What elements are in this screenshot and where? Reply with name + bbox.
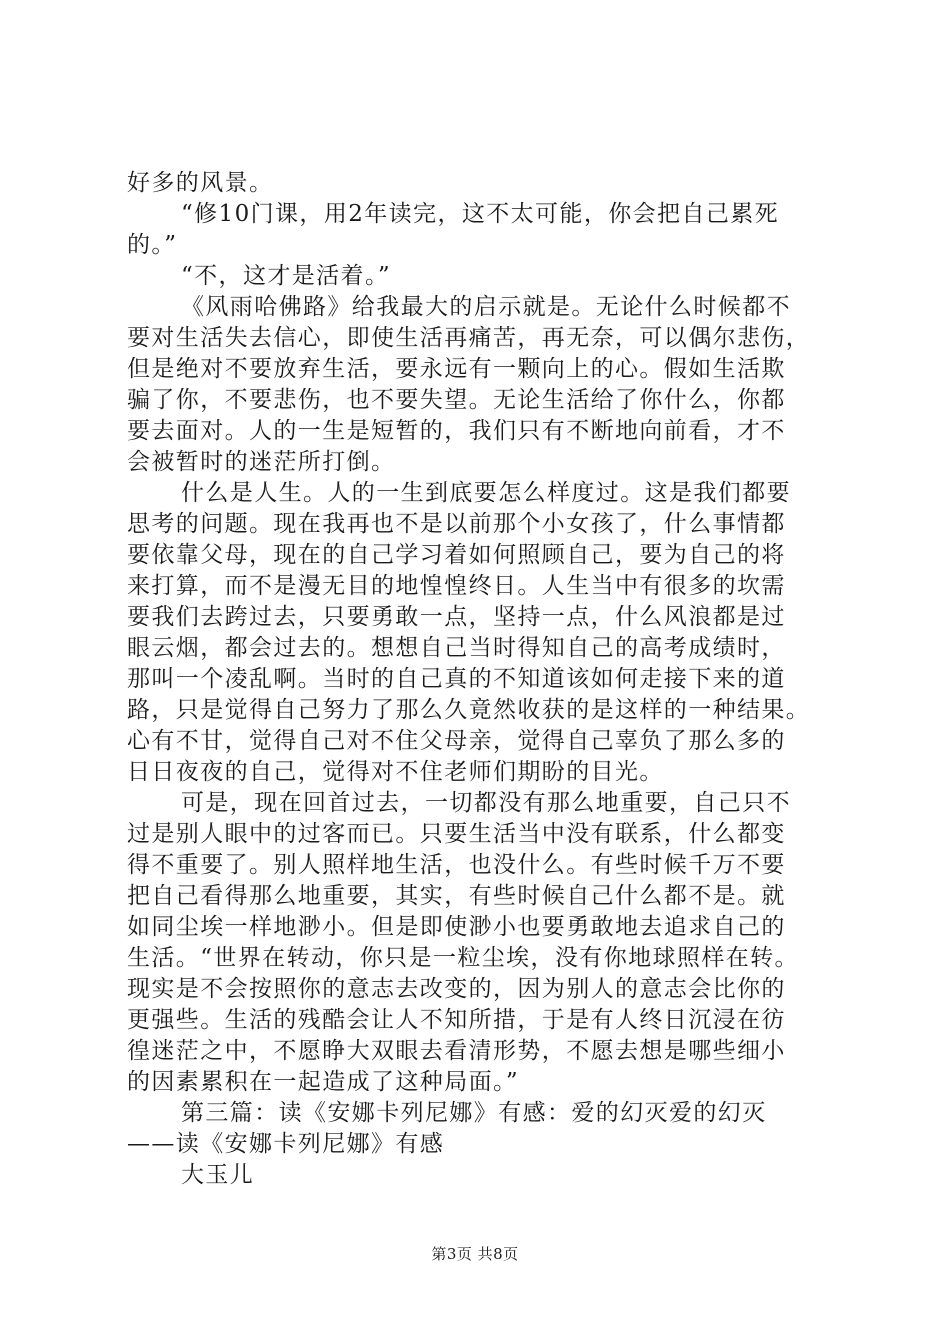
page-footer: 第3页 共8页 <box>431 1245 519 1263</box>
text-line: 什么是人生。人的一生到底要怎么样度过。这是我们都要 <box>181 480 791 506</box>
text-line: 但是绝对不要放弃生活，要永远有一颗向上的心。假如生活欺 <box>127 356 786 382</box>
text-line: 把自己看得那么地重要，其实，有些时候自己什么都不是。就 <box>127 883 786 909</box>
text-line: 《风雨哈佛路》给我最大的启示就是。无论什么时候都不 <box>181 294 791 320</box>
text-line: ——读《安娜卡列尼娜》有感 <box>127 1131 445 1157</box>
text-line: 要对生活失去信心，即使生活再痛苦，再无奈，可以偶尔悲伤， <box>127 325 811 351</box>
text-line: 更强些。生活的残酷会让人不知所措，于是有人终日沉浸在彷 <box>127 1007 786 1033</box>
text-line: 过是别人眼中的过客而已。只要生活当中没有联系，什么都变 <box>127 821 786 847</box>
text-line: 骗了你，不要悲伤，也不要失望。无论生活给了你什么，你都 <box>127 387 786 413</box>
text-line: 要依靠父母，现在的自己学习着如何照顾自己，要为自己的将 <box>127 542 786 568</box>
text-line: 要去面对。人的一生是短暂的，我们只有不断地向前看，才不 <box>127 418 786 444</box>
text-line: 得不重要了。别人照样地生活，也没什么。有些时候千万不要 <box>127 852 786 878</box>
text-line: 好多的风景。 <box>127 170 274 196</box>
text-line: 第三篇：读《安娜卡列尼娜》有感：爱的幻灭爱的幻灭 <box>181 1100 767 1126</box>
text-line: 大玉儿 <box>181 1162 255 1188</box>
text-line: 思考的问题。现在我再也不是以前那个小女孩了，什么事情都 <box>127 511 786 537</box>
text-line: 的。” <box>127 232 178 258</box>
text-line: 会被暂时的迷茫所打倒。 <box>127 449 396 475</box>
text-line: 生活。“世界在转动，你只是一粒尘埃，没有你地球照样在转。 <box>127 945 799 971</box>
text-line: 那叫一个凌乱啊。当时的自己真的不知道该如何走接下来的道 <box>127 666 786 692</box>
text-line: 徨迷茫之中，不愿睁大双眼去看清形势，不愿去想是哪些细小 <box>127 1038 786 1064</box>
text-line: 路，只是觉得自己努力了那么久竟然收获的是这样的一种结果。 <box>127 697 811 723</box>
text-line: 心有不甘，觉得自己对不住父母亲，觉得自己辜负了那么多的 <box>127 728 786 754</box>
text-line: “修10门课，用2年读完，这不太可能，你会把自己累死 <box>181 201 780 227</box>
text-line: 日日夜夜的自己，觉得对不住老师们期盼的目光。 <box>127 759 664 785</box>
text-line: 如同尘埃一样地渺小。但是即使渺小也要勇敢地去追求自己的 <box>127 914 786 940</box>
text-line: 的因素累积在一起造成了这种局面。” <box>127 1069 520 1095</box>
text-line: “不，这才是活着。” <box>181 263 392 289</box>
text-line: 眼云烟，都会过去的。想想自己当时得知自己的高考成绩时， <box>127 635 786 661</box>
text-line: 现实是不会按照你的意志去改变的，因为别人的意志会比你的 <box>127 976 786 1002</box>
text-line: 可是，现在回首过去，一切都没有那么地重要，自己只不 <box>181 790 791 816</box>
document-body <box>127 168 837 1191</box>
text-line: 要我们去跨过去，只要勇敢一点，坚持一点，什么风浪都是过 <box>127 604 786 630</box>
text-line: 来打算，而不是漫无目的地惶惶终日。人生当中有很多的坎需 <box>127 573 786 599</box>
